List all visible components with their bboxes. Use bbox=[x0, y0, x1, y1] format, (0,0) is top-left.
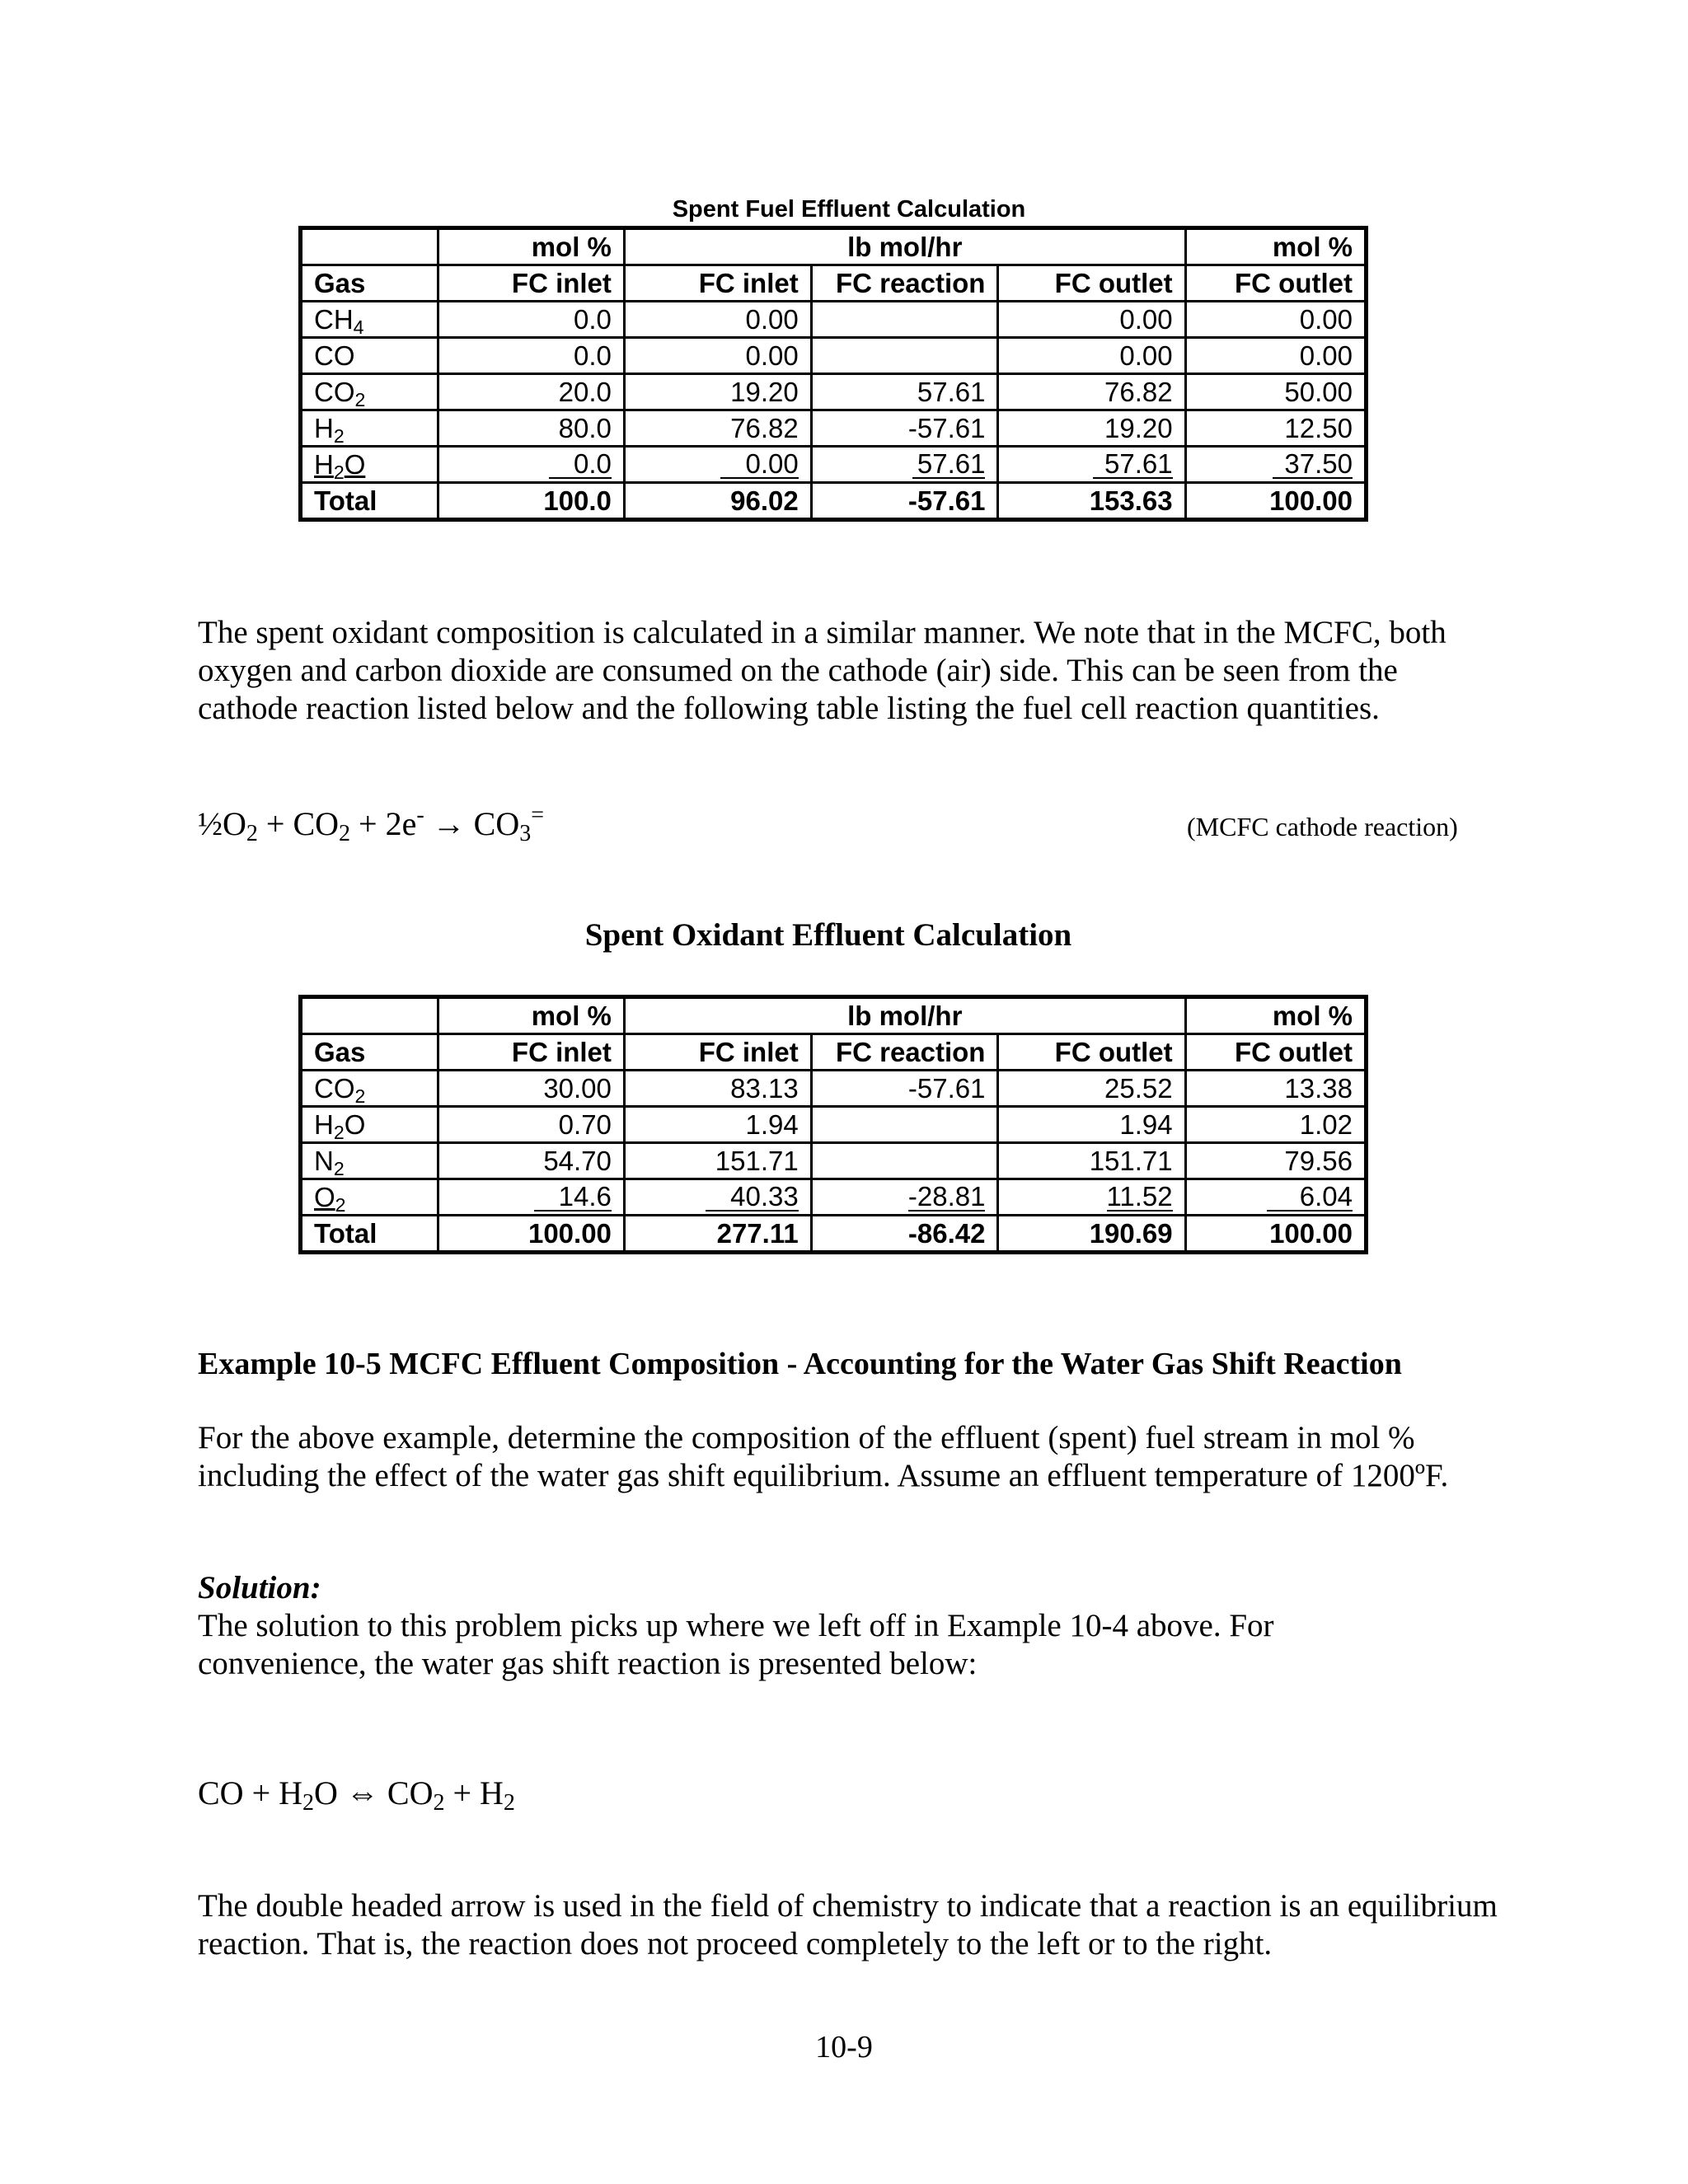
table-row bbox=[301, 1179, 1367, 1216]
header-cell: lb mol/hr bbox=[624, 228, 1185, 265]
total-label: Total bbox=[301, 1216, 438, 1253]
data-cell: 190.69 bbox=[998, 1216, 1185, 1253]
header-cell: FC outlet bbox=[998, 265, 1185, 302]
example-heading: Example 10-5 MCFC Effluent Composition - Accounting for the Water Gas Shift Reaction bbox=[198, 1347, 1402, 1381]
page-number: 10-9 bbox=[815, 2030, 873, 2064]
total-label: Total bbox=[301, 483, 438, 520]
paragraph-equilibrium: The double headed arrow is used in the field of chemistry to indicate that a reaction is an equilibrium reaction. That is, the reaction does not proceed completely to the left or to the right. bbox=[198, 1888, 1498, 1961]
table1-group-header-row bbox=[301, 228, 1367, 265]
spent-oxidant-table bbox=[298, 995, 1368, 1254]
data-cell: 57.61 bbox=[998, 447, 1185, 483]
gas-cell: $O_2$ bbox=[301, 1179, 438, 1216]
header-cell: mol % bbox=[1185, 228, 1366, 265]
header-cell: FC inlet bbox=[438, 1034, 625, 1071]
cathode-reaction-label: (MCFC cathode reaction) bbox=[1187, 812, 1458, 841]
data-cell: 37.50 bbox=[1185, 447, 1366, 483]
data-cell: 96.02 bbox=[624, 483, 811, 520]
water-gas-shift-equation: CO + $H_2O$ ⇔ $CO_2 + H_2$ bbox=[198, 1774, 515, 1816]
cathode-reaction-equation: $\frac{1}{2}O_2 + CO_2 + 2e^- \to CO_3^=$ bbox=[198, 802, 545, 846]
data-cell: 0.00 bbox=[624, 447, 811, 483]
data-cell bbox=[811, 302, 998, 338]
gas-cell: $H_2O$ bbox=[301, 447, 438, 483]
data-cell: 83.13 bbox=[624, 1071, 811, 1107]
header-cell: FC inlet bbox=[438, 265, 625, 302]
data-cell: 1.94 bbox=[998, 1107, 1185, 1143]
data-cell: 100.00 bbox=[438, 1216, 625, 1253]
data-cell: 25.52 bbox=[998, 1071, 1185, 1107]
header-cell: mol % bbox=[1185, 997, 1366, 1034]
data-cell: 20.0 bbox=[438, 374, 625, 410]
data-cell: 0.00 bbox=[1185, 338, 1366, 374]
table2-caption: Spent Oxidant Effluent Calculation bbox=[584, 917, 1072, 953]
data-cell: 79.56 bbox=[1185, 1143, 1366, 1179]
data-cell: 0.0 bbox=[438, 338, 625, 374]
data-cell: 100.00 bbox=[1185, 1216, 1366, 1253]
header-cell bbox=[301, 228, 438, 265]
data-cell bbox=[811, 338, 998, 374]
table-row bbox=[301, 338, 1367, 374]
data-cell: -28.81 bbox=[811, 1179, 998, 1216]
data-cell: 0.00 bbox=[624, 302, 811, 338]
data-cell: 50.00 bbox=[1185, 374, 1366, 410]
data-cell: 0.00 bbox=[998, 302, 1185, 338]
data-cell: -57.61 bbox=[811, 483, 998, 520]
gas-cell: $H_2O$ bbox=[301, 1107, 438, 1143]
table-total-row bbox=[301, 483, 1367, 520]
data-cell: 19.20 bbox=[624, 374, 811, 410]
data-cell: 54.70 bbox=[438, 1143, 625, 1179]
table-row bbox=[301, 447, 1367, 483]
data-cell: -57.61 bbox=[811, 1071, 998, 1107]
data-cell: 80.0 bbox=[438, 410, 625, 447]
data-cell: 19.20 bbox=[998, 410, 1185, 447]
header-cell: mol % bbox=[438, 997, 625, 1034]
header-cell: FC reaction bbox=[811, 265, 998, 302]
paragraph-solution: The solution to this problem picks up where we left off in Example 10-4 above. For convenience, the water gas shift reaction is presented below: bbox=[198, 1608, 1274, 1681]
data-cell bbox=[811, 1107, 998, 1143]
table2-column-header-row bbox=[301, 1034, 1367, 1071]
data-cell: 100.00 bbox=[1185, 483, 1366, 520]
data-cell: 0.00 bbox=[1185, 302, 1366, 338]
data-cell: 76.82 bbox=[998, 374, 1185, 410]
data-cell: 0.00 bbox=[998, 338, 1185, 374]
table-row bbox=[301, 1107, 1367, 1143]
data-cell: 11.52 bbox=[998, 1179, 1185, 1216]
data-cell: 76.82 bbox=[624, 410, 811, 447]
header-cell: Gas bbox=[301, 265, 438, 302]
data-cell: 12.50 bbox=[1185, 410, 1366, 447]
header-cell: lb mol/hr bbox=[624, 997, 1185, 1034]
data-cell: 0.70 bbox=[438, 1107, 625, 1143]
header-cell: mol % bbox=[438, 228, 625, 265]
data-cell: -57.61 bbox=[811, 410, 998, 447]
data-cell bbox=[811, 1143, 998, 1179]
data-cell: 0.00 bbox=[624, 338, 811, 374]
gas-cell: $N_2$ bbox=[301, 1143, 438, 1179]
table1-column-header-row bbox=[301, 265, 1367, 302]
table2-group-header-row bbox=[301, 997, 1367, 1034]
table-row bbox=[301, 1071, 1367, 1107]
header-cell: FC inlet bbox=[624, 1034, 811, 1071]
data-cell: 0.0 bbox=[438, 447, 625, 483]
gas-cell: CO bbox=[301, 338, 438, 374]
solution-label: Solution: bbox=[198, 1570, 321, 1605]
data-cell: 151.71 bbox=[998, 1143, 1185, 1179]
data-cell: 1.94 bbox=[624, 1107, 811, 1143]
header-cell: FC outlet bbox=[998, 1034, 1185, 1071]
spent-fuel-table bbox=[298, 226, 1368, 522]
table-row bbox=[301, 1143, 1367, 1179]
data-cell: 153.63 bbox=[998, 483, 1185, 520]
data-cell: 0.0 bbox=[438, 302, 625, 338]
data-cell: 6.04 bbox=[1185, 1179, 1366, 1216]
data-cell: 1.02 bbox=[1185, 1107, 1366, 1143]
header-cell: FC outlet bbox=[1185, 1034, 1366, 1071]
data-cell: 277.11 bbox=[624, 1216, 811, 1253]
header-cell bbox=[301, 997, 438, 1034]
gas-cell: $CH_4$ bbox=[301, 302, 438, 338]
header-cell: FC inlet bbox=[624, 265, 811, 302]
paragraph-problem-statement: For the above example, determine the composition of the effluent (spent) fuel stream in mol % including the effect of the water gas shift equilibrium. Assume an effluent temperature of 1200ºF. bbox=[198, 1420, 1449, 1493]
gas-cell: $H_2$ bbox=[301, 410, 438, 447]
header-cell: Gas bbox=[301, 1034, 438, 1071]
header-cell: FC reaction bbox=[811, 1034, 998, 1071]
header-cell: FC outlet bbox=[1185, 265, 1366, 302]
data-cell: 30.00 bbox=[438, 1071, 625, 1107]
data-cell: 57.61 bbox=[811, 447, 998, 483]
gas-cell: $CO_2$ bbox=[301, 374, 438, 410]
data-cell: -86.42 bbox=[811, 1216, 998, 1253]
data-cell: 100.0 bbox=[438, 483, 625, 520]
data-cell: 14.6 bbox=[438, 1179, 625, 1216]
data-cell: 151.71 bbox=[624, 1143, 811, 1179]
gas-cell: $CO_2$ bbox=[301, 1071, 438, 1107]
table1-caption: Spent Fuel Effluent Calculation bbox=[672, 196, 1026, 223]
table-row bbox=[301, 374, 1367, 410]
table-total-row bbox=[301, 1216, 1367, 1253]
data-cell: 40.33 bbox=[624, 1179, 811, 1216]
data-cell: 13.38 bbox=[1185, 1071, 1366, 1107]
table-row bbox=[301, 302, 1367, 338]
table-row bbox=[301, 410, 1367, 447]
paragraph-spent-oxidant: The spent oxidant composition is calculated in a similar manner. We note that in the MCFC, both oxygen and carbon dioxide are consumed on the cathode (air) side. This can be seen from the cathode reaction listed below and the following table listing the fuel cell reaction quantities. bbox=[198, 615, 1447, 726]
data-cell: 57.61 bbox=[811, 374, 998, 410]
